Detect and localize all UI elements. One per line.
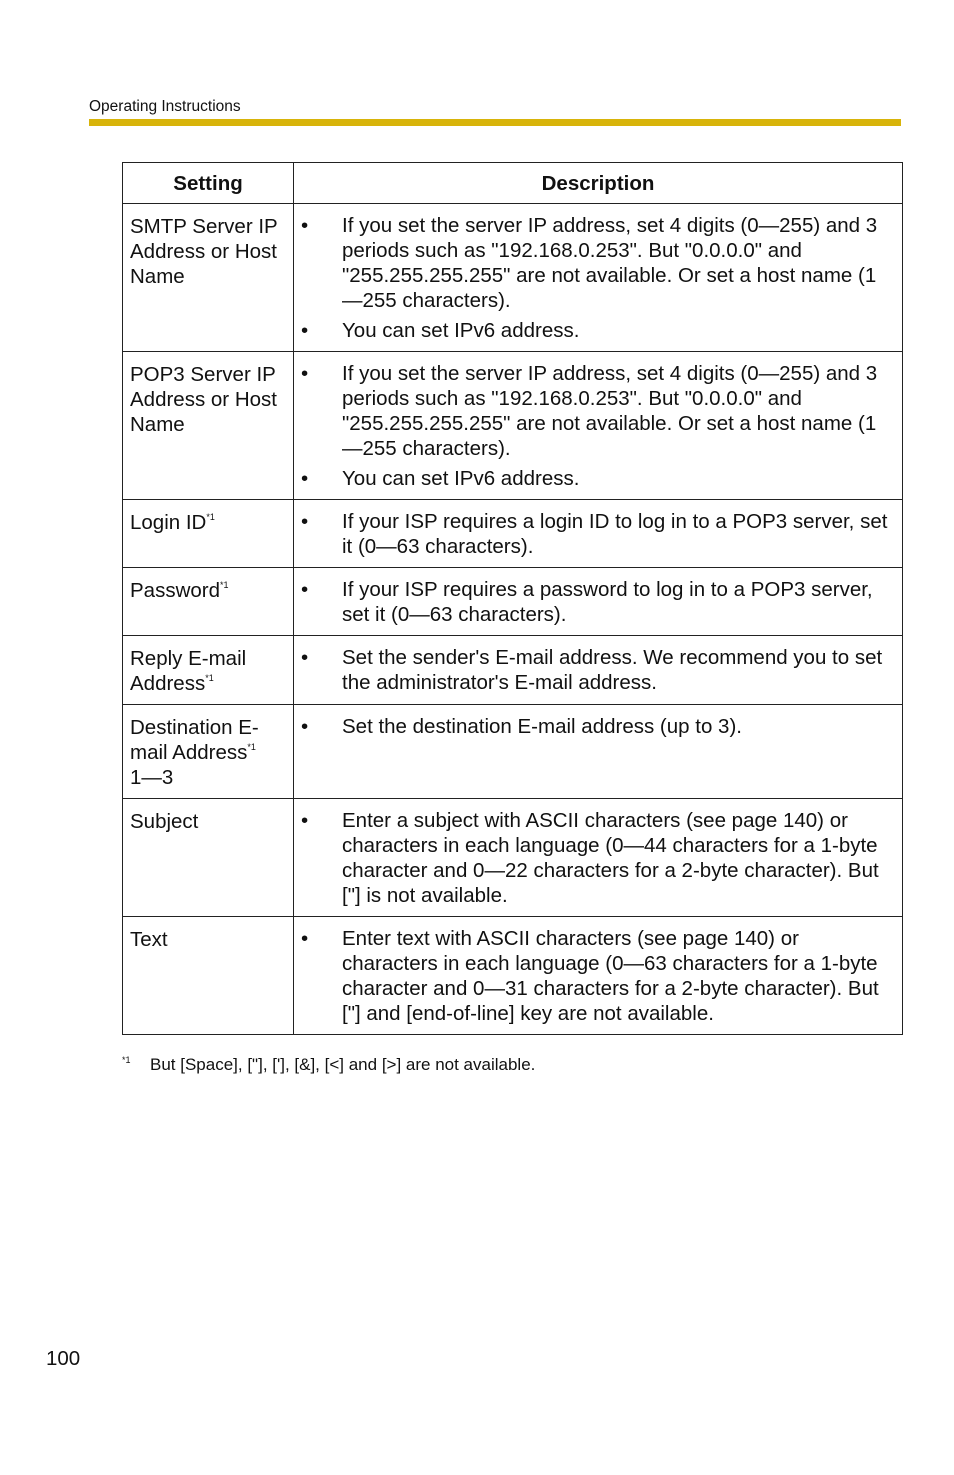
setting-cell <box>123 799 294 917</box>
setting-label: Login ID <box>130 511 207 534</box>
header-rule <box>89 119 901 126</box>
setting-label: Destination E-mail Address <box>130 716 259 764</box>
table-row <box>123 636 903 705</box>
setting-cell <box>123 204 294 352</box>
bullet-icon: • <box>301 467 309 490</box>
description-cell <box>294 352 903 500</box>
footnote-reference: *1 <box>205 673 214 683</box>
setting-cell <box>123 500 294 568</box>
description-text: If your ISP requires a login ID to log in to a POP3 server, set it (0—63 characters). <box>342 510 888 558</box>
list-item <box>300 926 896 1026</box>
setting-label: Subject <box>130 810 199 833</box>
list-item <box>300 577 896 627</box>
description-cell <box>294 500 903 568</box>
table-row <box>123 204 903 352</box>
table-row <box>123 917 903 1035</box>
footnote <box>122 1055 535 1075</box>
bullet-icon: • <box>301 715 309 738</box>
setting-label: Reply E-mail Address <box>130 647 247 695</box>
footnote-text: But [Space], ["], ['], [&], [<] and [>] are not available. <box>150 1055 536 1074</box>
bullet-icon: • <box>301 578 309 601</box>
table-header-row <box>123 163 903 204</box>
description-cell <box>294 917 903 1035</box>
description-cell <box>294 799 903 917</box>
list-item <box>300 645 896 695</box>
table-row <box>123 500 903 568</box>
setting-cell <box>123 917 294 1035</box>
description-cell <box>294 204 903 352</box>
description-cell <box>294 568 903 636</box>
setting-cell <box>123 636 294 705</box>
description-cell <box>294 636 903 705</box>
setting-cell <box>123 568 294 636</box>
settings-table <box>122 162 903 1035</box>
column-header-description: Description <box>294 163 903 204</box>
setting-label-suffix: 1—3 <box>130 766 174 789</box>
list-item <box>300 466 896 491</box>
bullet-icon: • <box>301 927 309 950</box>
setting-label: SMTP Server IP Address or Host Name <box>130 215 278 288</box>
description-text: Set the destination E-mail address (up to 3). <box>342 715 742 738</box>
bullet-icon: • <box>301 362 309 385</box>
bullet-icon: • <box>301 214 309 237</box>
footnote-reference: *1 <box>247 742 256 752</box>
bullet-icon: • <box>301 319 309 342</box>
description-text: If your ISP requires a password to log in to a POP3 server, set it (0—63 characters). <box>342 578 873 626</box>
list-item <box>300 509 896 559</box>
running-header: Operating Instructions <box>89 98 241 115</box>
description-text: Enter text with ASCII characters (see page 140) or characters in each language (0—63 characters for a 1-byte character and 0—31 characters for a 2-byte character). But ["] and [end-of-line] key are not available. <box>342 927 879 1025</box>
table-row <box>123 799 903 917</box>
description-text: If you set the server IP address, set 4 digits (0—255) and 3 periods such as "192.168.0.253". But "0.0.0.0" and "255.255.255.255" are not available. Or set a host name (1—255 characters). <box>342 362 878 460</box>
table-row <box>123 705 903 799</box>
description-text: You can set IPv6 address. <box>342 319 580 342</box>
description-text: Enter a subject with ASCII characters (see page 140) or characters in each language (0—44 characters for a 1-byte character and 0—22 characters for a 2-byte character). But ["] is not available. <box>342 809 879 907</box>
description-text: If you set the server IP address, set 4 digits (0—255) and 3 periods such as "192.168.0.253". But "0.0.0.0" and "255.255.255.255" are not available. Or set a host name (1—255 characters). <box>342 214 878 312</box>
column-header-setting: Setting <box>123 163 294 204</box>
list-item <box>300 213 896 313</box>
page-number: 100 <box>46 1347 81 1370</box>
setting-cell <box>123 352 294 500</box>
bullet-icon: • <box>301 646 309 669</box>
setting-cell <box>123 705 294 799</box>
footnote-mark: *1 <box>122 1055 131 1065</box>
list-item <box>300 318 896 343</box>
bullet-icon: • <box>301 510 309 533</box>
setting-label: Password <box>130 579 221 602</box>
list-item <box>300 361 896 461</box>
setting-label: POP3 Server IP Address or Host Name <box>130 363 277 436</box>
footnote-reference: *1 <box>220 580 229 590</box>
bullet-icon: • <box>301 809 309 832</box>
list-item <box>300 714 896 739</box>
description-text: Set the sender's E-mail address. We recommend you to set the administrator's E-mail address. <box>342 646 883 694</box>
setting-label: Text <box>130 928 168 951</box>
description-cell <box>294 705 903 799</box>
table-row <box>123 352 903 500</box>
list-item <box>300 808 896 908</box>
table-row <box>123 568 903 636</box>
description-text: You can set IPv6 address. <box>342 467 580 490</box>
footnote-reference: *1 <box>206 512 215 522</box>
